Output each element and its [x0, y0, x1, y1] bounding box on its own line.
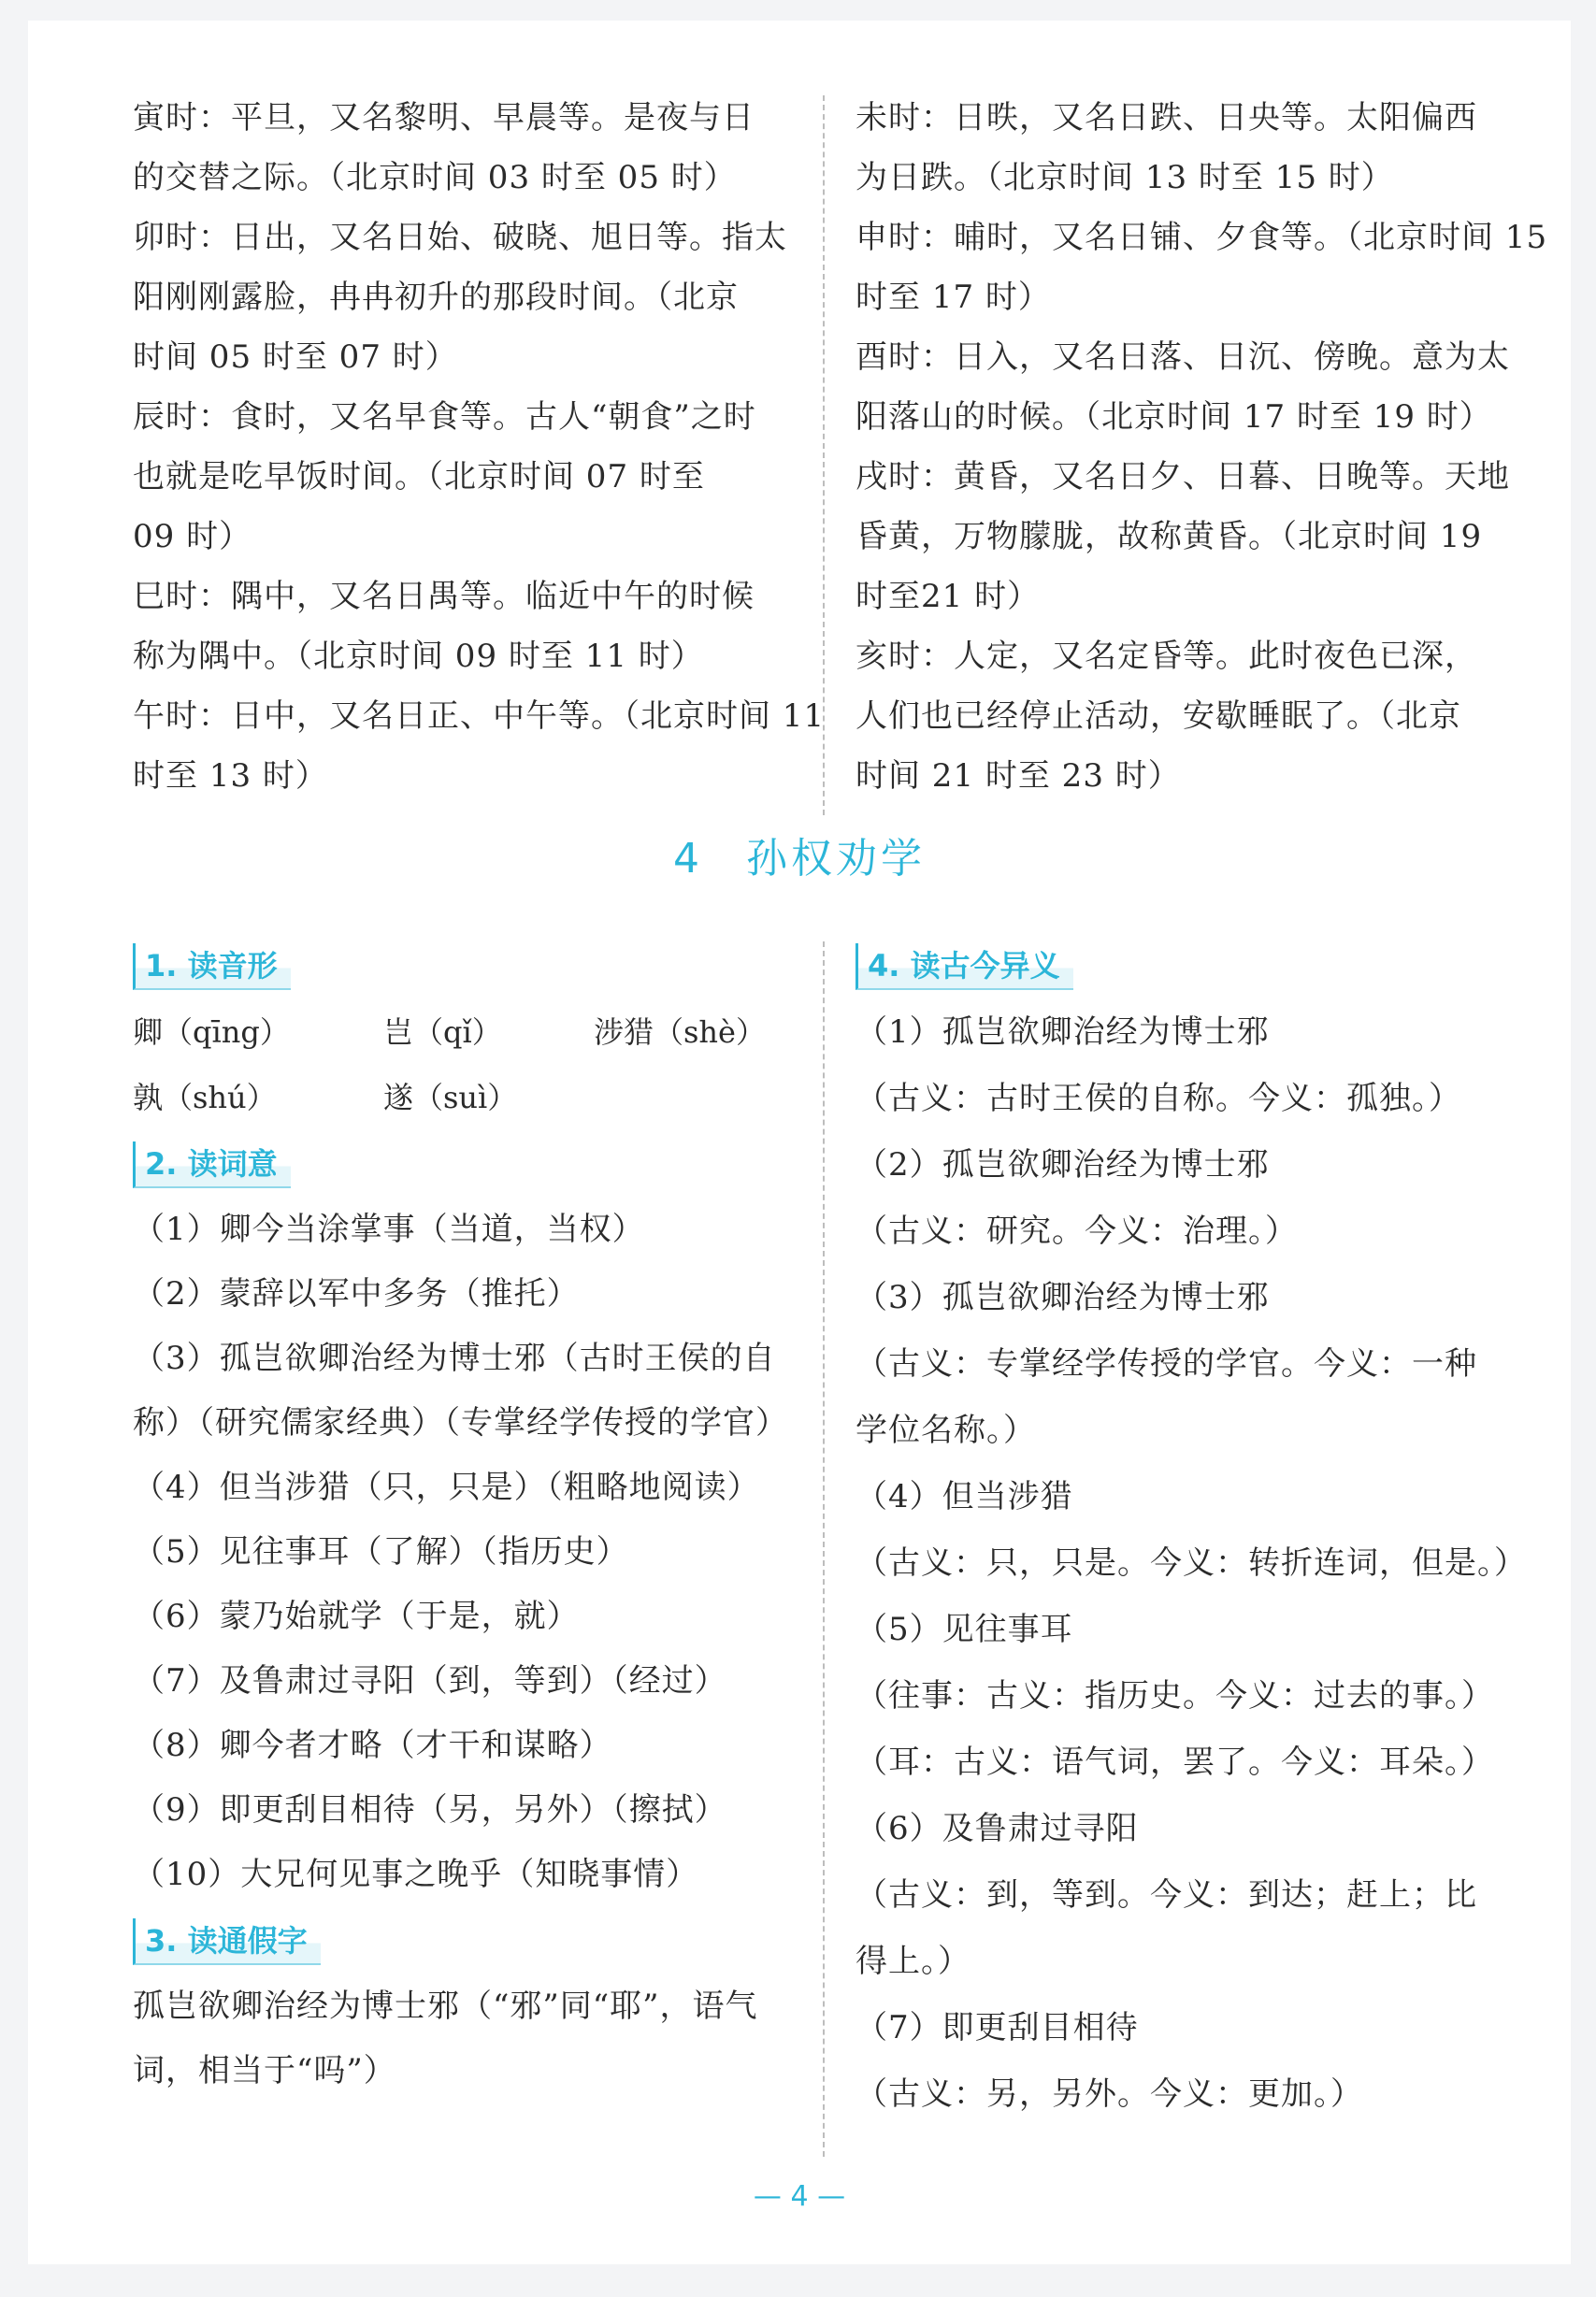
meaning-line: （4）但当涉猎（只，只是）（粗略地阅读） [133, 1469, 760, 1506]
text-line: 午时：日中，又名日正、中午等。（北京时间 11 [133, 697, 826, 735]
bottom-left-column [133, 932, 823, 2103]
text-line: 时至 13 时） [133, 757, 328, 795]
meaning-line: （5）见往事耳（了解）（指历史） [133, 1533, 629, 1571]
text-line: 酉时：日入，又名日落、日沉、傍晚。意为太 [856, 338, 1510, 376]
gujin-line: （往事：古义：指历史。今义：过去的事。） [856, 1677, 1494, 1715]
gujin-line: （古义：另，另外。今义：更加。） [856, 2075, 1363, 2113]
text-line: 为日跌。（北京时间 13 时至 15 时） [856, 159, 1394, 196]
meaning-line: （10）大兄何见事之晚乎（知晓事情） [133, 1856, 699, 1893]
meaning-line: （1）卿今当涂掌事（当道，当权） [133, 1211, 645, 1248]
gujin-line: （3）孤岂欲卿治经为博士邪 [856, 1279, 1270, 1316]
text-line: 申时：晡时，又名日铺、夕食等。（北京时间 15 [856, 219, 1548, 256]
pinyin-item: 卿（qīng） [133, 1014, 290, 1050]
text-line: 时至21 时） [856, 578, 1041, 615]
gujin-line: 学位名称。） [856, 1412, 1036, 1449]
lesson-title-text: 孙权劝学 [746, 835, 926, 883]
text-line: 巳时：隅中，又名日禺等。临近中午的时候 [133, 578, 755, 615]
text-line: 时间 21 时至 23 时） [856, 757, 1181, 795]
gujin-line: （耳：古义：语气词，罢了。今义：耳朵。） [856, 1744, 1494, 1781]
top-right-column [856, 88, 1548, 806]
document-page [28, 21, 1571, 2264]
bottom-right-column [856, 932, 1543, 2128]
lesson-title [28, 825, 1571, 884]
section-heading-pronunciation: 1. 读音形 [133, 943, 291, 990]
gujin-line: （2）孤岂欲卿治经为博士邪 [856, 1146, 1270, 1184]
top-left-column [133, 88, 826, 806]
text-line: 卯时：日出，又名日始、破晓、旭日等。指太 [133, 219, 787, 256]
gujin-line: （古义：专掌经学传授的学官。今义：一种 [856, 1345, 1477, 1383]
pinyin-item: 岂（qǐ） [383, 1014, 502, 1050]
gujin-line: （古义：只，只是。今义：转折连词，但是。） [856, 1544, 1527, 1582]
lesson-number: 4 [673, 835, 703, 883]
gujin-line: （1）孤岂欲卿治经为博士邪 [856, 1013, 1270, 1051]
gujin-line: （古义：研究。今义：治理。） [856, 1213, 1298, 1250]
meaning-line: （8）卿今者才略（才干和谋略） [133, 1727, 612, 1764]
gujin-line: （4）但当涉猎 [856, 1478, 1073, 1515]
text-line: 时至 17 时） [856, 279, 1051, 316]
column-divider [823, 95, 825, 815]
text-line: 戌时：黄昏，又名日夕、日暮、日晚等。天地 [856, 458, 1510, 495]
text-line: 昏黄，万物朦胧，故称黄昏。（北京时间 19 [856, 518, 1483, 555]
text-line: 阳刚刚露脸，冉冉初升的那段时间。（北京 [133, 279, 739, 316]
pinyin-item: 涉猎（shè） [594, 1014, 766, 1050]
text-line: 人们也已经停止活动，安歇睡眠了。（北京 [856, 697, 1461, 735]
gujin-line: 得上。） [856, 1943, 971, 1980]
text-line: 辰时：食时，又名早食等。古人“朝食”之时 [133, 398, 756, 436]
tongjia-line: 孤岂欲卿治经为博士邪（“邪”同“耶”，语气 [133, 1988, 758, 2025]
pinyin-row [133, 1065, 823, 1130]
gujin-line: （5）见往事耳 [856, 1611, 1073, 1648]
column-divider [823, 941, 825, 2157]
section-heading-ancient-modern: 4. 读古今异义 [856, 943, 1073, 990]
gujin-line: （古义：到，等到。今义：到达；赶上；比 [856, 1876, 1477, 1914]
text-line: 亥时：人定，又名定昏等。此时夜色已深， [856, 638, 1477, 675]
text-line: 09 时） [133, 518, 252, 555]
meaning-line: （7）及鲁肃过寻阳（到，等到）（经过） [133, 1662, 727, 1700]
text-line: 时间 05 时至 07 时） [133, 338, 458, 376]
text-line: 也就是吃早饭时间。（北京时间 07 时至 [133, 458, 705, 495]
pinyin-item: 孰（shú） [133, 1080, 277, 1115]
pinyin-item: 遂（suì） [383, 1080, 518, 1115]
meaning-line: （2）蒙辞以军中多务（推托） [133, 1275, 580, 1313]
tongjia-line: 词，相当于“吗”） [133, 2052, 396, 2089]
section-heading-tongjia: 3. 读通假字 [133, 1918, 321, 1965]
text-line: 阳落山的时候。（北京时间 17 时至 19 时） [856, 398, 1492, 436]
gujin-line: （7）即更刮目相待 [856, 2009, 1139, 2046]
section-heading-word-meaning: 2. 读词意 [133, 1141, 291, 1188]
meaning-line: （6）蒙乃始就学（于是，就） [133, 1598, 580, 1635]
gujin-line: （6）及鲁肃过寻阳 [856, 1810, 1139, 1847]
pinyin-row [133, 999, 823, 1065]
text-line: 称为隅中。（北京时间 09 时至 11 时） [133, 638, 704, 675]
text-line: 的交替之际。（北京时间 03 时至 05 时） [133, 159, 737, 196]
page-number: — 4 — [753, 2180, 846, 2213]
gujin-line: （古义：古时王侯的自称。今义：孤独。） [856, 1080, 1461, 1117]
meaning-line: （9）即更刮目相待（另，另外）（擦拭） [133, 1791, 727, 1829]
meaning-line: 称）（研究儒家经典）（专掌经学传授的学官） [133, 1404, 788, 1442]
text-line: 未时：日昳，又名日跌、日央等。太阳偏西 [856, 99, 1477, 136]
text-line: 寅时：平旦，又名黎明、早晨等。是夜与日 [133, 99, 755, 136]
meaning-line: （3）孤岂欲卿治经为博士邪（古时王侯的自 [133, 1340, 776, 1377]
